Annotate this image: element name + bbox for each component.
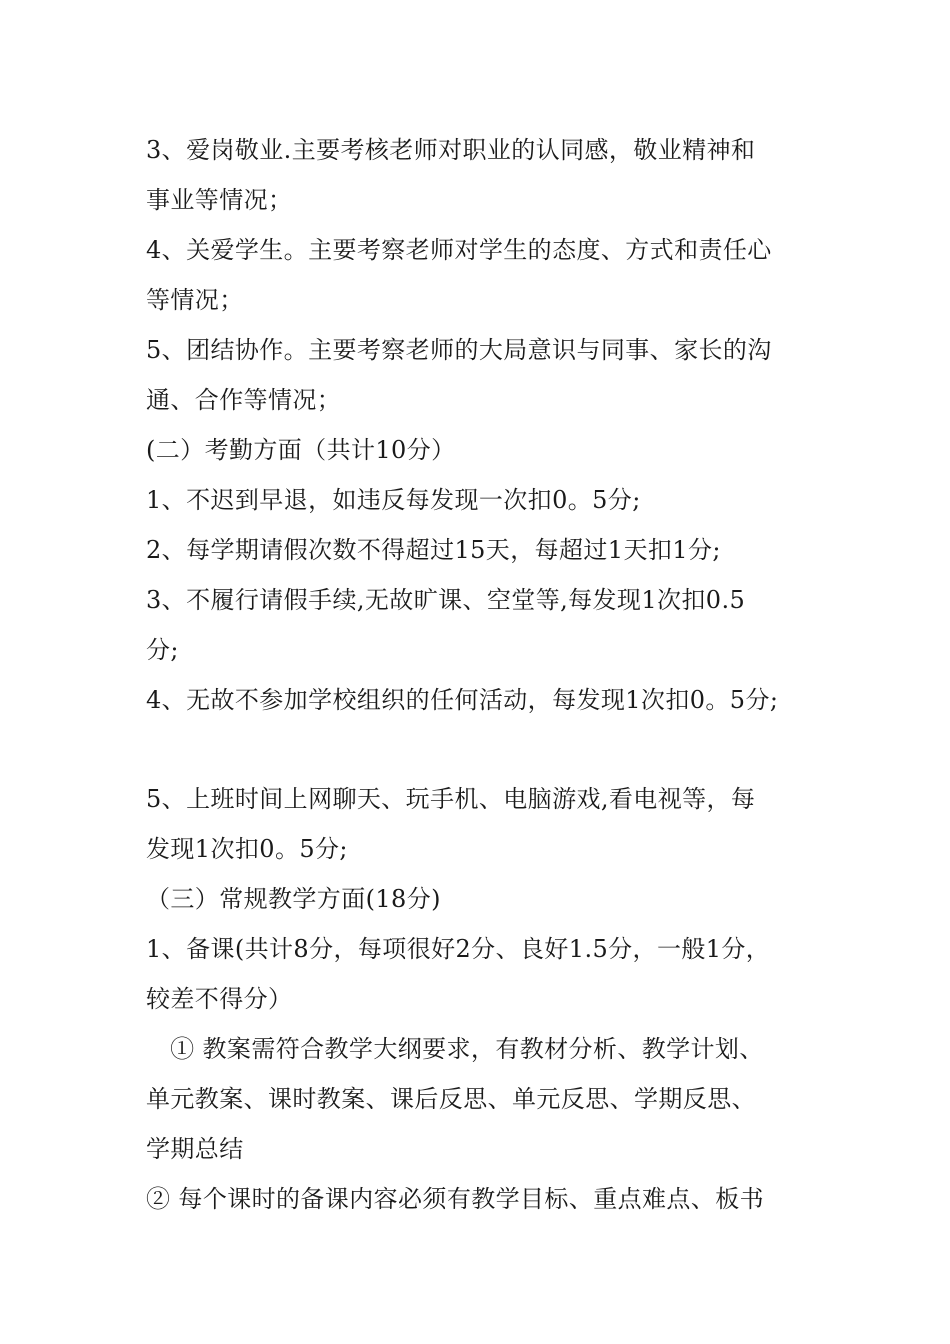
section-heading: （三）常规教学方面(18分) bbox=[146, 885, 441, 913]
text-line: 3、爱岗敬业.主要考核老师对职业的认同感，敬业精神和 bbox=[146, 136, 756, 164]
text-line: 1、不迟到早退，如违反每发现一次扣0。5分; bbox=[146, 486, 641, 514]
text-line: 单元教案、课时教案、课后反思、单元反思、学期反思、 bbox=[146, 1085, 756, 1113]
text-line: ① 教案需符合教学大纲要求，有教材分析、教学计划、 bbox=[146, 1035, 764, 1063]
text-line: 通、合作等情况； bbox=[146, 386, 342, 414]
text-line: 2、每学期请假次数不得超过15天，每超过1天扣1分; bbox=[146, 536, 721, 564]
text-line: 发现1次扣0。5分; bbox=[146, 835, 348, 863]
text-line: ② 每个课时的备课内容必须有教学目标、重点难点、板书 bbox=[146, 1185, 765, 1213]
text-line: 5、上班时间上网聊天、玩手机、电脑游戏,看电视等，每 bbox=[146, 785, 756, 813]
text-line: 学期总结 bbox=[146, 1135, 244, 1163]
text-line: 5、团结协作。主要考察老师的大局意识与同事、家长的沟 bbox=[146, 336, 772, 364]
text-line: 4、无故不参加学校组织的任何活动，每发现1次扣0。5分; bbox=[146, 686, 779, 714]
text-line: 3、不履行请假手续,无故旷课、空堂等,每发现1次扣0.5 bbox=[146, 586, 746, 614]
text-line: 1、备课(共计8分，每项很好2分、良好1.5分，一般1分， bbox=[146, 935, 771, 963]
text-line: 4、关爱学生。主要考察老师对学生的态度、方式和责任心 bbox=[146, 236, 772, 264]
section-heading: (二）考勤方面（共计10分） bbox=[146, 436, 456, 464]
text-line: 较差不得分） bbox=[146, 985, 293, 1013]
text-line: 等情况； bbox=[146, 286, 244, 314]
text-line: 事业等情况； bbox=[146, 186, 293, 214]
text-line: 分; bbox=[146, 636, 179, 664]
